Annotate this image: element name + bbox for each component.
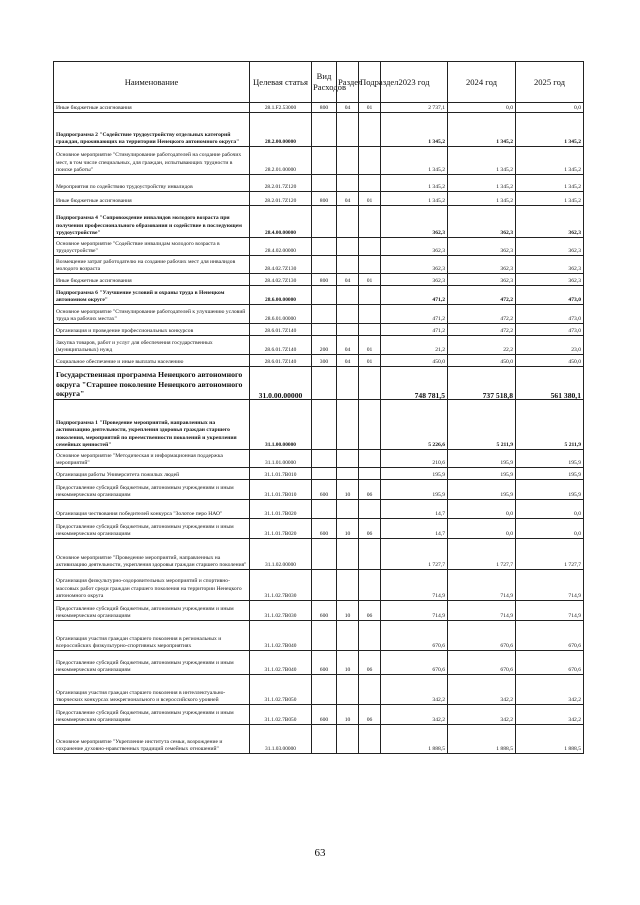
cell-section	[337, 725, 359, 754]
cell-2025: 1 345,2	[516, 175, 584, 192]
cell-name: Возмещение затрат работодателю на создание рабочих мест для инвалидов молодого возраста	[54, 256, 250, 274]
cell-2025: 195,9	[516, 468, 584, 480]
header-name: Наименование	[54, 62, 250, 103]
cell-expense-type	[312, 500, 337, 519]
cell-subsection	[359, 206, 381, 238]
cell-subsection: 01	[359, 336, 381, 355]
cell-2023: 342,2	[381, 705, 448, 725]
cell-target: 28.6.00.00000	[250, 286, 312, 305]
cell-subsection	[359, 367, 381, 400]
table-row	[54, 147, 584, 175]
table-row	[54, 601, 584, 621]
cell-name: Социальное обеспечение и иные выплаты населению	[54, 355, 250, 367]
table-row	[54, 450, 584, 468]
cell-target: 31.1.02.7B040	[250, 651, 312, 675]
table-row	[54, 519, 584, 539]
cell-section	[337, 113, 359, 147]
cell-2024: 450,0	[448, 355, 516, 367]
cell-2025: 0,0	[516, 103, 584, 113]
cell-name: Основное мероприятие "Проведение мероприятий, направленных на активизацию деятельности, укрепления здоровья граждан старшего поколения"	[54, 539, 250, 570]
cell-2024: 472,2	[448, 324, 516, 336]
cell-2023: 195,9	[381, 468, 448, 480]
cell-expense-type	[312, 147, 337, 175]
cell-2023: 362,3	[381, 274, 448, 286]
cell-2025: 1 888,5	[516, 725, 584, 754]
cell-2023: 471,2	[381, 305, 448, 324]
cell-2025: 473,0	[516, 324, 584, 336]
cell-2023: 1 727,7	[381, 539, 448, 570]
cell-2024: 1 345,2	[448, 192, 516, 206]
cell-2025: 362,3	[516, 206, 584, 238]
cell-section	[337, 621, 359, 651]
cell-target: 28.2.01.00000	[250, 147, 312, 175]
cell-section	[337, 400, 359, 450]
cell-expense-type: 600	[312, 651, 337, 675]
cell-2024: 362,3	[448, 256, 516, 274]
cell-2025: 450,0	[516, 355, 584, 367]
cell-name: Основное мероприятие "Стимулирование работодателей к улучшению условий труда на рабочих местах"	[54, 305, 250, 324]
cell-name: Организация чествования победителей конкурса "Золотое перо НАО"	[54, 500, 250, 519]
cell-subsection	[359, 305, 381, 324]
cell-subsection	[359, 147, 381, 175]
cell-name: Основное мероприятие "Стимулирование работодателей на создание рабочих мест, в том числе специальных, для граждан, испытывающих трудности в поиске работы"	[54, 147, 250, 175]
cell-2024: 0,0	[448, 103, 516, 113]
cell-2023: 14,7	[381, 519, 448, 539]
cell-2025: 0,0	[516, 519, 584, 539]
table-row	[54, 651, 584, 675]
cell-expense-type: 800	[312, 192, 337, 206]
cell-subsection: 06	[359, 651, 381, 675]
cell-2024: 472,2	[448, 305, 516, 324]
cell-2024: 1 345,2	[448, 175, 516, 192]
cell-section	[337, 238, 359, 256]
cell-expense-type	[312, 450, 337, 468]
cell-2024: 195,9	[448, 468, 516, 480]
cell-2023: 1 345,2	[381, 192, 448, 206]
cell-2023: 1 345,2	[381, 113, 448, 147]
cell-2024: 1 345,2	[448, 147, 516, 175]
cell-target: 31.1.02.7B050	[250, 705, 312, 725]
cell-2025: 362,3	[516, 274, 584, 286]
cell-2024: 0,0	[448, 519, 516, 539]
cell-2025: 473,0	[516, 286, 584, 305]
cell-2025: 473,0	[516, 305, 584, 324]
cell-name: Основное мероприятие "Содействие инвалидам молодого возраста в трудоустройстве"	[54, 238, 250, 256]
cell-target: 28.6.01.7Z140	[250, 355, 312, 367]
cell-2023: 748 781,5	[381, 367, 448, 400]
table-body	[54, 103, 584, 754]
cell-name: Организация работы Университета пожилых людей	[54, 468, 250, 480]
table-row	[54, 367, 584, 400]
cell-2023: 471,2	[381, 286, 448, 305]
cell-expense-type	[312, 539, 337, 570]
cell-2024: 195,9	[448, 450, 516, 468]
cell-2023: 362,3	[381, 206, 448, 238]
cell-subsection	[359, 113, 381, 147]
cell-expense-type	[312, 286, 337, 305]
cell-2025: 195,9	[516, 450, 584, 468]
cell-target: 31.1.01.7B020	[250, 500, 312, 519]
cell-name: Государственная программа Ненецкого автономного округа "Старшее поколение Ненецкого автономного округа"	[54, 367, 250, 400]
cell-2023: 670,6	[381, 621, 448, 651]
cell-expense-type	[312, 570, 337, 601]
cell-target: 31.1.02.7B030	[250, 601, 312, 621]
cell-2025: 0,0	[516, 500, 584, 519]
cell-target: 31.0.00.00000	[250, 367, 312, 400]
cell-target: 28.4.02.7Z130	[250, 256, 312, 274]
cell-subsection	[359, 675, 381, 705]
table-row	[54, 705, 584, 725]
table-row	[54, 400, 584, 450]
cell-section	[337, 468, 359, 480]
cell-expense-type	[312, 238, 337, 256]
cell-2025: 195,9	[516, 480, 584, 500]
table-row	[54, 305, 584, 324]
cell-section	[337, 206, 359, 238]
cell-expense-type: 800	[312, 103, 337, 113]
header-subsection: Подраздел	[359, 62, 381, 103]
cell-subsection	[359, 500, 381, 519]
cell-2025: 5 211,9	[516, 400, 584, 450]
cell-2025: 362,3	[516, 238, 584, 256]
cell-2023: 670,6	[381, 651, 448, 675]
cell-2023: 342,2	[381, 675, 448, 705]
cell-2023: 14,7	[381, 500, 448, 519]
table-row	[54, 539, 584, 570]
cell-2024: 362,3	[448, 238, 516, 256]
table-row	[54, 480, 584, 500]
cell-2023: 450,0	[381, 355, 448, 367]
cell-2024: 362,3	[448, 274, 516, 286]
cell-subsection: 06	[359, 519, 381, 539]
cell-name: Закупка товаров, работ и услуг для обеспечения государственных (муниципальных) нужд	[54, 336, 250, 355]
cell-subsection	[359, 286, 381, 305]
cell-section	[337, 147, 359, 175]
cell-subsection: 01	[359, 274, 381, 286]
cell-2023: 1 345,2	[381, 175, 448, 192]
cell-expense-type	[312, 206, 337, 238]
cell-subsection	[359, 539, 381, 570]
cell-name: Подпрограмма 2 "Содействие трудоустройству отдельных категорий граждан, проживающих на территории Ненецкого автономного округа"	[54, 113, 250, 147]
table-row	[54, 103, 584, 113]
cell-expense-type: 600	[312, 601, 337, 621]
cell-2024: 1 727,7	[448, 539, 516, 570]
cell-expense-type	[312, 367, 337, 400]
budget-table-sheet	[53, 61, 583, 754]
cell-target: 31.1.02.00000	[250, 539, 312, 570]
cell-target: 31.1.02.7B040	[250, 621, 312, 651]
cell-section	[337, 324, 359, 336]
cell-target: 31.1.00.00000	[250, 400, 312, 450]
cell-2025: 1 727,7	[516, 539, 584, 570]
cell-expense-type	[312, 468, 337, 480]
cell-2025: 670,6	[516, 651, 584, 675]
cell-2025: 342,2	[516, 705, 584, 725]
cell-name: Предоставление субсидий бюджетным, автономным учреждениям и иным некоммерческим организациям	[54, 519, 250, 539]
table-row	[54, 113, 584, 147]
cell-2024: 472,2	[448, 286, 516, 305]
cell-expense-type: 600	[312, 705, 337, 725]
cell-expense-type: 600	[312, 519, 337, 539]
cell-2025: 1 345,2	[516, 192, 584, 206]
cell-2024: 195,9	[448, 480, 516, 500]
cell-2024: 22,2	[448, 336, 516, 355]
cell-expense-type	[312, 256, 337, 274]
cell-2024: 714,9	[448, 601, 516, 621]
cell-expense-type: 300	[312, 355, 337, 367]
cell-name: Иные бюджетные ассигнования	[54, 274, 250, 286]
cell-section: 04	[337, 355, 359, 367]
cell-target: 28.6.01.7Z140	[250, 336, 312, 355]
cell-2024: 1 888,5	[448, 725, 516, 754]
cell-target: 28.2.01.7Z120	[250, 175, 312, 192]
cell-2025: 561 380,1	[516, 367, 584, 400]
header-target: Целевая статья	[250, 62, 312, 103]
cell-2024: 670,6	[448, 621, 516, 651]
cell-expense-type	[312, 675, 337, 705]
cell-subsection: 01	[359, 103, 381, 113]
cell-subsection: 06	[359, 705, 381, 725]
cell-section: 10	[337, 519, 359, 539]
table-row	[54, 675, 584, 705]
cell-2025: 342,2	[516, 675, 584, 705]
cell-2023: 1 888,5	[381, 725, 448, 754]
cell-section	[337, 539, 359, 570]
table-header	[54, 62, 584, 103]
cell-name: Организация участия граждан старшего поколения в интеллектуально-творческих конкурсах межрегионального и всероссийского уровней	[54, 675, 250, 705]
table-row	[54, 725, 584, 754]
table-row	[54, 355, 584, 367]
cell-name: Предоставление субсидий бюджетным, автономным учреждениям и иным некоммерческим организациям	[54, 601, 250, 621]
cell-section: 04	[337, 192, 359, 206]
cell-section: 04	[337, 103, 359, 113]
cell-subsection	[359, 570, 381, 601]
cell-target: 28.2.01.7Z120	[250, 192, 312, 206]
cell-expense-type	[312, 324, 337, 336]
header-2024: 2024 год	[448, 62, 516, 103]
table-row	[54, 286, 584, 305]
cell-expense-type	[312, 175, 337, 192]
cell-section	[337, 367, 359, 400]
cell-section: 10	[337, 480, 359, 500]
cell-2023: 1 345,2	[381, 147, 448, 175]
cell-section: 10	[337, 651, 359, 675]
cell-2023: 714,9	[381, 570, 448, 601]
cell-target: 31.1.01.7B010	[250, 480, 312, 500]
cell-2023: 210,6	[381, 450, 448, 468]
cell-2025: 362,3	[516, 256, 584, 274]
cell-name: Предоставление субсидий бюджетным, автономным учреждениям и иным некоммерческим организациям	[54, 651, 250, 675]
cell-section	[337, 305, 359, 324]
cell-2025: 23,0	[516, 336, 584, 355]
cell-2023: 195,9	[381, 480, 448, 500]
table-row	[54, 570, 584, 601]
cell-subsection	[359, 725, 381, 754]
cell-name: Предоставление субсидий бюджетным, автономным учреждениям и иным некоммерческим организациям	[54, 705, 250, 725]
cell-target: 31.1.02.7B050	[250, 675, 312, 705]
cell-name: Организация физкультурно-оздоровительных мероприятий и спортивно-массовых работ среди граждан старшего поколения на территории Ненецкого автономного округа	[54, 570, 250, 601]
cell-2024: 5 211,9	[448, 400, 516, 450]
cell-2024: 362,3	[448, 206, 516, 238]
cell-section	[337, 675, 359, 705]
cell-name: Мероприятия по содействию трудоустройству инвалидов	[54, 175, 250, 192]
cell-target: 31.1.01.7B020	[250, 519, 312, 539]
cell-2023: 471,2	[381, 324, 448, 336]
cell-subsection: 01	[359, 192, 381, 206]
cell-target: 28.4.02.00000	[250, 238, 312, 256]
budget-table	[53, 61, 584, 754]
cell-target: 31.1.01.00000	[250, 450, 312, 468]
header-2023: 2023 год	[381, 62, 448, 103]
cell-2024: 342,2	[448, 675, 516, 705]
cell-name: Организация участия граждан старшего поколения в региональных и всероссийских физкультурно-спортивных мероприятиях	[54, 621, 250, 651]
table-row	[54, 500, 584, 519]
header-section: Раздел	[337, 62, 359, 103]
cell-section	[337, 570, 359, 601]
page-number: 63	[314, 847, 326, 859]
cell-section	[337, 450, 359, 468]
cell-name: Подпрограмма 1 "Проведение мероприятий, направленных на активизацию деятельности, укрепления здоровья граждан старшего поколения, мероприятий по преемственности поколений и укрепления семейных ценностей"	[54, 400, 250, 450]
cell-expense-type: 600	[312, 480, 337, 500]
cell-section: 04	[337, 274, 359, 286]
cell-name: Основное мероприятие "Укрепление института семьи, возрождение и сохранение духовно-нравственных традиций семейных отношений"	[54, 725, 250, 754]
cell-target: 28.4.02.7Z130	[250, 274, 312, 286]
cell-section	[337, 256, 359, 274]
table-row	[54, 206, 584, 238]
cell-2023: 714,9	[381, 601, 448, 621]
cell-2024: 1 345,2	[448, 113, 516, 147]
cell-2025: 1 345,2	[516, 113, 584, 147]
cell-section	[337, 175, 359, 192]
cell-target: 31.1.02.7B030	[250, 570, 312, 601]
cell-subsection	[359, 256, 381, 274]
header-expense-type: Вид Расходов	[312, 62, 337, 103]
cell-subsection	[359, 400, 381, 450]
table-row	[54, 324, 584, 336]
table-row	[54, 238, 584, 256]
cell-expense-type	[312, 113, 337, 147]
table-row	[54, 192, 584, 206]
cell-name: Иные бюджетные ассигнования	[54, 192, 250, 206]
cell-section: 10	[337, 705, 359, 725]
table-row	[54, 621, 584, 651]
cell-expense-type	[312, 400, 337, 450]
cell-subsection	[359, 450, 381, 468]
cell-name: Организация и проведение профессиональных конкурсов	[54, 324, 250, 336]
cell-subsection: 01	[359, 355, 381, 367]
cell-name: Предоставление субсидий бюджетным, автономным учреждениям и иным некоммерческим организациям	[54, 480, 250, 500]
cell-name: Подпрограмма 4 "Сопровождение инвалидов молодого возраста при получении профессионального образования и содействие в последующем трудоустройстве"	[54, 206, 250, 238]
cell-name: Основное мероприятие "Методическая и информационная поддержка мероприятий"	[54, 450, 250, 468]
cell-section	[337, 500, 359, 519]
cell-2023: 362,3	[381, 256, 448, 274]
cell-target: 31.1.03.00000	[250, 725, 312, 754]
cell-target: 28.6.01.7Z140	[250, 324, 312, 336]
cell-2024: 737 518,8	[448, 367, 516, 400]
cell-2023: 2 737,1	[381, 103, 448, 113]
cell-target: 28.4.00.00000	[250, 206, 312, 238]
cell-subsection	[359, 238, 381, 256]
cell-2023: 21,2	[381, 336, 448, 355]
cell-2025: 670,6	[516, 621, 584, 651]
cell-expense-type	[312, 305, 337, 324]
cell-expense-type	[312, 725, 337, 754]
cell-2025: 1 345,2	[516, 147, 584, 175]
cell-section	[337, 286, 359, 305]
table-row	[54, 256, 584, 274]
cell-target: 31.1.01.7B010	[250, 468, 312, 480]
cell-subsection	[359, 621, 381, 651]
cell-subsection: 06	[359, 480, 381, 500]
cell-2024: 670,6	[448, 651, 516, 675]
cell-target: 28.1.F2.53000	[250, 103, 312, 113]
table-row	[54, 274, 584, 286]
cell-2023: 5 226,6	[381, 400, 448, 450]
cell-section: 04	[337, 336, 359, 355]
cell-target: 28.6.01.00000	[250, 305, 312, 324]
cell-expense-type	[312, 621, 337, 651]
cell-expense-type: 800	[312, 274, 337, 286]
cell-2024: 0,0	[448, 500, 516, 519]
cell-2023: 362,3	[381, 238, 448, 256]
cell-expense-type: 200	[312, 336, 337, 355]
table-row	[54, 175, 584, 192]
table-row	[54, 336, 584, 355]
cell-2024: 714,9	[448, 570, 516, 601]
cell-subsection: 06	[359, 601, 381, 621]
cell-subsection	[359, 175, 381, 192]
header-2025: 2025 год	[516, 62, 584, 103]
cell-subsection	[359, 468, 381, 480]
cell-name: Подпрограмма 6 "Улучшение условий и охраны труда в Ненецком автономном округе"	[54, 286, 250, 305]
cell-subsection	[359, 324, 381, 336]
cell-2025: 714,9	[516, 601, 584, 621]
cell-name: Иные бюджетные ассигнования	[54, 103, 250, 113]
table-row	[54, 468, 584, 480]
cell-2025: 714,9	[516, 570, 584, 601]
cell-target: 28.2.00.00000	[250, 113, 312, 147]
cell-2024: 342,2	[448, 705, 516, 725]
cell-section: 10	[337, 601, 359, 621]
